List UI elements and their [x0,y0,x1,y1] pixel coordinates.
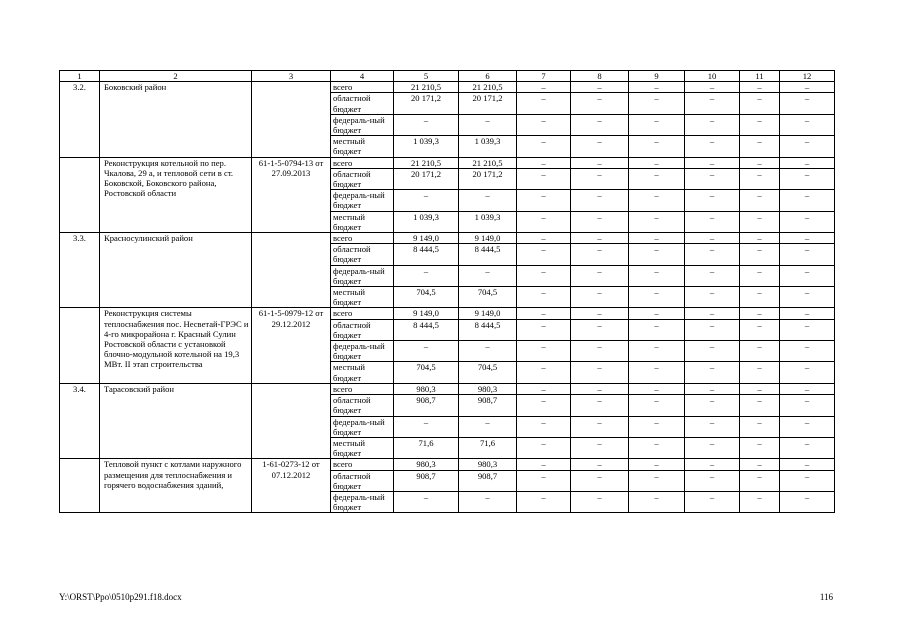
item-name: Тарасовский район [100,383,252,458]
empty-value: – [780,319,835,340]
budget-table [59,70,835,513]
empty-value: – [571,244,629,265]
empty-value: – [517,470,571,491]
empty-value: – [685,395,740,416]
empty-value: – [685,319,740,340]
value-year: 9 149,0 [459,233,517,244]
value-year: – [459,341,517,362]
funding-source: областной бюджет [331,395,394,416]
funding-source: федераль-ный бюджет [331,265,394,286]
funding-source: всего [331,82,394,93]
empty-value: – [571,233,629,244]
empty-value: – [780,416,835,437]
empty-value: – [780,244,835,265]
empty-value: – [571,459,629,470]
value-total: 908,7 [394,470,459,491]
empty-value: – [740,114,780,135]
empty-value: – [685,470,740,491]
empty-value: – [571,416,629,437]
empty-value: – [571,211,629,232]
empty-value: – [740,491,780,512]
value-year: – [459,416,517,437]
empty-value: – [780,265,835,286]
empty-value: – [517,211,571,232]
funding-source: всего [331,383,394,394]
header-cell: 1 [60,71,100,82]
value-total: 9 149,0 [394,308,459,319]
empty-value: – [517,395,571,416]
value-year: 9 149,0 [459,308,517,319]
value-year: 1 039,3 [459,136,517,157]
empty-value: – [780,168,835,189]
value-total: 71,6 [394,437,459,458]
value-total: 20 171,2 [394,93,459,114]
empty-value: – [629,168,685,189]
row-number [60,157,100,232]
empty-value: – [685,416,740,437]
value-total: 8 444,5 [394,319,459,340]
header-row [60,71,835,82]
value-total: 980,3 [394,459,459,470]
row-number: 3.4. [60,383,100,458]
empty-value: – [685,93,740,114]
empty-value: – [517,308,571,319]
funding-source: областной бюджет [331,319,394,340]
empty-value: – [517,190,571,211]
empty-value: – [740,383,780,394]
empty-value: – [571,168,629,189]
empty-value: – [571,114,629,135]
document-ref: 1-61-0273-12 от 07.12.2012 [252,459,331,513]
empty-value: – [740,157,780,168]
empty-value: – [685,437,740,458]
value-year: 20 171,2 [459,168,517,189]
empty-value: – [685,136,740,157]
empty-value: – [740,437,780,458]
value-total: 908,7 [394,395,459,416]
table-row [60,82,835,93]
empty-value: – [517,265,571,286]
document-ref [252,82,331,157]
empty-value: – [780,437,835,458]
empty-value: – [685,265,740,286]
value-year: 908,7 [459,395,517,416]
empty-value: – [780,287,835,308]
empty-value: – [685,341,740,362]
empty-value: – [780,362,835,383]
value-year: – [459,190,517,211]
funding-source: местный бюджет [331,211,394,232]
empty-value: – [740,362,780,383]
empty-value: – [629,82,685,93]
empty-value: – [685,244,740,265]
value-total: 21 210,5 [394,157,459,168]
item-name: Реконструкция котельной по пер. Чкалова, 29 а, и тепловой сети в ст. Боковской, Боковского района, Ростовской области [100,157,252,232]
empty-value: – [740,341,780,362]
empty-value: – [685,308,740,319]
empty-value: – [780,395,835,416]
funding-source: всего [331,459,394,470]
empty-value: – [685,157,740,168]
header-cell: 8 [571,71,629,82]
value-total: – [394,341,459,362]
empty-value: – [740,470,780,491]
funding-source: федераль-ный бюджет [331,190,394,211]
empty-value: – [629,491,685,512]
value-year: 704,5 [459,362,517,383]
empty-value: – [740,459,780,470]
empty-value: – [780,491,835,512]
funding-source: областной бюджет [331,93,394,114]
empty-value: – [629,319,685,340]
empty-value: – [517,233,571,244]
empty-value: – [780,93,835,114]
empty-value: – [629,383,685,394]
empty-value: – [685,233,740,244]
header-cell: 6 [459,71,517,82]
empty-value: – [780,211,835,232]
row-number [60,459,100,513]
document-ref: 61-1-5-0794-13 от 27.09.2013 [252,157,331,232]
value-total: – [394,416,459,437]
empty-value: – [685,287,740,308]
empty-value: – [571,437,629,458]
empty-value: – [685,168,740,189]
document-ref [252,233,331,308]
empty-value: – [517,157,571,168]
empty-value: – [517,114,571,135]
empty-value: – [629,459,685,470]
empty-value: – [629,470,685,491]
header-cell: 11 [740,71,780,82]
header-cell: 12 [780,71,835,82]
empty-value: – [571,319,629,340]
empty-value: – [685,82,740,93]
empty-value: – [740,93,780,114]
row-number [60,308,100,383]
empty-value: – [780,383,835,394]
empty-value: – [780,233,835,244]
value-year: 21 210,5 [459,82,517,93]
empty-value: – [517,287,571,308]
empty-value: – [571,470,629,491]
empty-value: – [629,308,685,319]
funding-source: областной бюджет [331,470,394,491]
table-row [60,233,835,244]
empty-value: – [740,136,780,157]
empty-value: – [629,416,685,437]
table-row [60,383,835,394]
row-number: 3.2. [60,82,100,157]
empty-value: – [571,362,629,383]
header-cell: 4 [331,71,394,82]
value-total: 1 039,3 [394,136,459,157]
empty-value: – [685,491,740,512]
empty-value: – [629,136,685,157]
empty-value: – [629,244,685,265]
funding-source: областной бюджет [331,244,394,265]
empty-value: – [740,308,780,319]
item-name: Боковский район [100,82,252,157]
header-cell: 3 [252,71,331,82]
empty-value: – [740,265,780,286]
value-total: – [394,491,459,512]
funding-source: всего [331,233,394,244]
value-total: 704,5 [394,287,459,308]
value-year: 8 444,5 [459,244,517,265]
value-total: 8 444,5 [394,244,459,265]
empty-value: – [517,93,571,114]
empty-value: – [629,437,685,458]
document-ref [252,383,331,458]
value-year: 1 039,3 [459,211,517,232]
file-path: Y:\ORST\Ppo\0510p291.f18.docx [59,592,182,602]
empty-value: – [517,491,571,512]
value-total: – [394,114,459,135]
empty-value: – [780,190,835,211]
header-cell: 5 [394,71,459,82]
empty-value: – [740,395,780,416]
empty-value: – [629,287,685,308]
empty-value: – [517,437,571,458]
header-cell: 7 [517,71,571,82]
empty-value: – [740,82,780,93]
empty-value: – [629,362,685,383]
funding-source: федераль-ный бюджет [331,114,394,135]
value-year: 980,3 [459,383,517,394]
value-year: – [459,114,517,135]
table-row [60,157,835,168]
value-total: – [394,190,459,211]
empty-value: – [629,157,685,168]
empty-value: – [780,308,835,319]
empty-value: – [571,491,629,512]
empty-value: – [629,233,685,244]
empty-value: – [685,362,740,383]
value-total: 21 210,5 [394,82,459,93]
funding-source: областной бюджет [331,168,394,189]
table-row [60,308,835,319]
empty-value: – [685,383,740,394]
value-year: – [459,491,517,512]
empty-value: – [740,168,780,189]
empty-value: – [685,114,740,135]
item-name: Красносулинский район [100,233,252,308]
header-cell: 10 [685,71,740,82]
empty-value: – [571,82,629,93]
empty-value: – [740,233,780,244]
funding-source: всего [331,308,394,319]
empty-value: – [740,416,780,437]
empty-value: – [740,190,780,211]
empty-value: – [780,82,835,93]
funding-source: федераль-ный бюджет [331,491,394,512]
empty-value: – [571,265,629,286]
empty-value: – [629,190,685,211]
empty-value: – [571,395,629,416]
empty-value: – [517,136,571,157]
value-year: 704,5 [459,287,517,308]
empty-value: – [685,459,740,470]
empty-value: – [571,341,629,362]
empty-value: – [780,114,835,135]
value-year: 980,3 [459,459,517,470]
empty-value: – [780,470,835,491]
document-ref: 61-1-5-0979-12 от 29.12.2012 [252,308,331,383]
empty-value: – [517,244,571,265]
header-cell: 2 [100,71,252,82]
value-total: 20 171,2 [394,168,459,189]
funding-source: федераль-ный бюджет [331,416,394,437]
value-total: 980,3 [394,383,459,394]
empty-value: – [629,211,685,232]
empty-value: – [517,168,571,189]
empty-value: – [571,287,629,308]
value-total: 1 039,3 [394,211,459,232]
funding-source: местный бюджет [331,136,394,157]
empty-value: – [740,319,780,340]
empty-value: – [571,190,629,211]
value-year: 21 210,5 [459,157,517,168]
empty-value: – [571,308,629,319]
empty-value: – [780,341,835,362]
empty-value: – [780,136,835,157]
empty-value: – [517,459,571,470]
empty-value: – [517,416,571,437]
empty-value: – [740,287,780,308]
funding-source: местный бюджет [331,362,394,383]
item-name: Реконструкция системы теплоснабжения пос. Несветай-ГРЭС и 4-го микрорайона г. Красный Сулин Ростовской области с установкой блочно-модульной котельной на 19,3 МВт. II этап строительства [100,308,252,383]
value-year: 8 444,5 [459,319,517,340]
value-total: 704,5 [394,362,459,383]
row-number: 3.3. [60,233,100,308]
empty-value: – [571,136,629,157]
value-total: 9 149,0 [394,233,459,244]
empty-value: – [571,157,629,168]
empty-value: – [517,82,571,93]
value-total: – [394,265,459,286]
page-number: 116 [819,592,833,602]
funding-source: местный бюджет [331,287,394,308]
empty-value: – [629,93,685,114]
table-row [60,459,835,470]
header-cell: 9 [629,71,685,82]
funding-source: местный бюджет [331,437,394,458]
empty-value: – [629,395,685,416]
empty-value: – [517,319,571,340]
empty-value: – [740,211,780,232]
value-year: 20 171,2 [459,93,517,114]
empty-value: – [571,383,629,394]
empty-value: – [685,190,740,211]
empty-value: – [629,114,685,135]
value-year: – [459,265,517,286]
empty-value: – [780,157,835,168]
funding-source: всего [331,157,394,168]
empty-value: – [629,341,685,362]
empty-value: – [517,362,571,383]
empty-value: – [740,244,780,265]
empty-value: – [780,459,835,470]
empty-value: – [629,265,685,286]
empty-value: – [517,341,571,362]
empty-value: – [571,93,629,114]
empty-value: – [685,211,740,232]
item-name: Тепловой пункт с котлами наружного размещения для теплоснабжения и горячего водоснабжения зданий, [100,459,252,513]
empty-value: – [517,383,571,394]
funding-source: федераль-ный бюджет [331,341,394,362]
value-year: 71,6 [459,437,517,458]
value-year: 908,7 [459,470,517,491]
